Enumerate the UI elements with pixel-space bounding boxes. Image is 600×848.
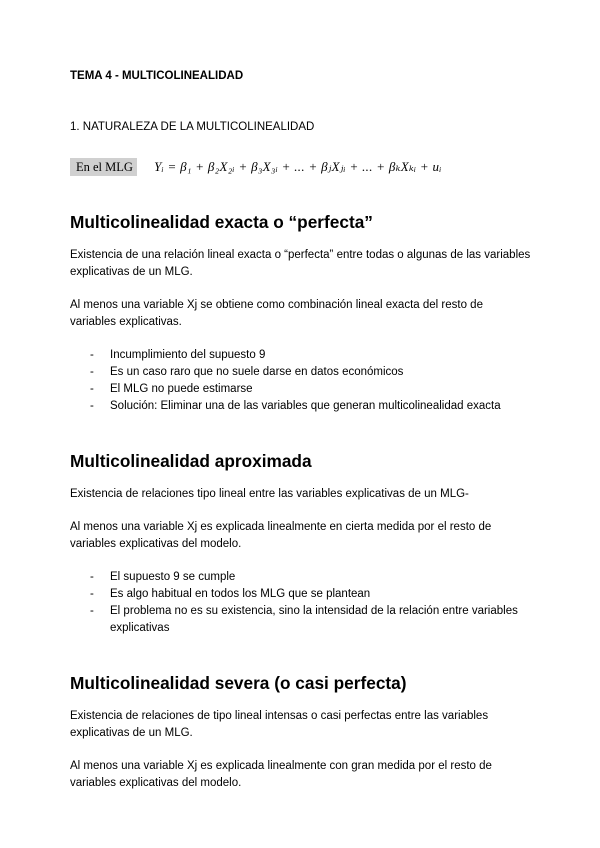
list-marker: - [90,349,94,361]
section-heading: 1. NATURALEZA DE LA MULTICOLINEALIDAD [70,121,315,133]
list-item-text: El problema no es su existencia, sino la intensidad de la relación entre variables explicativas [110,605,518,634]
document-title: TEMA 4 - MULTICOLINEALIDAD [70,70,244,82]
list-item-text: Es un caso raro que no suele darse en datos económicos [110,366,404,378]
list-item [70,381,532,398]
paragraph: Al menos una variable Xj es explicada linealmente con gran medida por el resto de variables explicativas del modelo. [70,760,492,789]
list-item-text: Es algo habitual en todos los MLG que se plantean [110,588,371,600]
list-marker: - [90,400,94,412]
paragraph: Al menos una variable Xj se obtiene como combinación lineal exacta del resto de variables explicativas. [70,299,483,328]
paragraph: Existencia de relaciones tipo lineal entre las variables explicativas de un MLG- [70,488,469,500]
list-marker: - [90,588,94,600]
paragraph: Existencia de una relación lineal exacta o “perfecta” entre todas o algunas de las variables explicativas de un MLG. [70,249,531,278]
formula-expression: Yᵢ = β₁ + β₂X₂ᵢ + β₃X₃ᵢ + ... + βⱼXⱼᵢ + ... + βₖXₖᵢ + uᵢ [154,159,442,174]
list-item-text: El supuesto 9 se cumple [110,571,236,583]
list-marker: - [90,383,94,395]
list-item-text: Solución: Eliminar una de las variables que generan multicolinealidad exacta [110,400,501,412]
list-item [70,569,532,586]
bullet-list [70,347,532,415]
list-marker: - [90,571,94,583]
list-item [70,364,532,381]
list-item [70,347,532,364]
list-marker: - [90,605,94,617]
subsection-heading-exacta: Multicolinealidad exacta o “perfecta” [70,212,373,232]
list-item-text: Incumplimiento del supuesto 9 [110,349,266,361]
formula-label: En el MLG [70,158,137,176]
bullet-list [70,569,532,637]
subsection-heading-aproximada: Multicolinealidad aproximada [70,451,312,471]
list-marker: - [90,366,94,378]
list-item [70,603,532,637]
formula-line [70,158,532,176]
list-item [70,398,532,415]
paragraph: Al menos una variable Xj es explicada linealmente en cierta medida por el resto de variables explicativas del modelo. [70,521,492,550]
paragraph: Existencia de relaciones de tipo lineal intensas o casi perfectas entre las variables explicativas de un MLG. [70,710,489,739]
list-item-text: El MLG no puede estimarse [110,383,253,395]
list-item [70,586,532,603]
subsection-heading-severa: Multicolinealidad severa (o casi perfecta) [70,673,407,693]
